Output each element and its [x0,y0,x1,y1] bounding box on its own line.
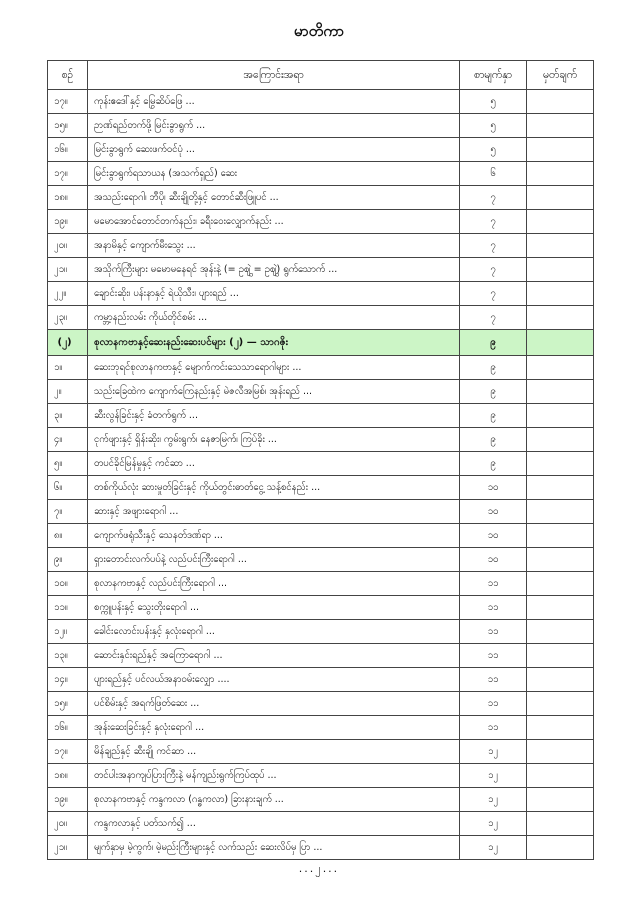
row-page: ၉ [460,380,527,404]
table-row [48,788,594,812]
row-topic: အသည်းရောဂါ၊ ဘီပို၊ ဆီးချိုတို့နှင့် တောင်ဆီးဖြူပင် ... [88,186,460,210]
row-topic: တပင်ခိုင်မြန်မှုနှင့် ကင်ဆာ ... [88,452,460,476]
row-remark [527,716,594,740]
table-row [48,186,594,210]
row-remark [527,356,594,380]
row-page: ၁၁ [460,596,527,620]
row-page: ၉ [460,404,527,428]
row-remark [527,306,594,330]
table-header-row [48,61,594,90]
row-number: ၃။ [48,404,88,428]
row-remark [527,380,594,404]
row-topic: မမောအောင်တောင်တက်နည်း၊ ခရီးဝေးလျှောက်နည်း ... [88,210,460,234]
table-row [48,668,594,692]
row-page: ၁၁ [460,620,527,644]
row-page: ၁၀ [460,476,527,500]
header-topic: အကြောင်းအရာ [88,61,460,90]
page-number: ...၂... [298,862,340,875]
table-row [48,764,594,788]
table-row [48,716,594,740]
row-number: ၅။ [48,452,88,476]
row-page: ၇ [460,306,527,330]
row-remark [527,572,594,596]
row-topic: မျက်နှာမှ မဲ့ကွက်၊ မဲ့မည်းကြီးများနှင့် လက်သည်း ဆေးလိပ်မှ ပြာ ... [88,836,460,860]
row-remark [527,428,594,452]
row-page: ၁၂ [460,764,527,788]
row-page: ၇ [460,282,527,306]
page-title: မာတိကာ [293,22,345,40]
row-page: ၇ [460,234,527,258]
row-remark [527,162,594,186]
row-page: ၁၀ [460,500,527,524]
row-remark [527,788,594,812]
row-topic: တစ်ကိုယ်လုံး ဆားမှုတ်ခြင်းနှင့် ကိုယ်တွင်းဓာတ်ငွေ့ သန့်စင်နည်း ... [88,476,460,500]
row-topic: မိန်ချည်နှင့် ဆီးချို ကင်ဆာ ... [88,740,460,764]
row-topic: ခေါင်းလောင်းပန်းနှင့် နှလုံးရောဂါ ... [88,620,460,644]
row-number: (၂) [48,330,88,356]
row-remark [527,404,594,428]
table-row [48,404,594,428]
table-row [48,500,594,524]
table-row [48,282,594,306]
row-page: ၁၁ [460,716,527,740]
row-remark [527,90,594,114]
row-number: ၁၆။ [48,138,88,162]
table-row [48,524,594,548]
row-topic: ဆားနှင့် အဖျားရောဂါ ... [88,500,460,524]
table-row [48,306,594,330]
row-number: ၂၁။ [48,836,88,860]
table-row [48,812,594,836]
row-topic: ဆီးလွန်ခြင်းနှင့် ခံတက်ရွက် ... [88,404,460,428]
row-remark [527,258,594,282]
row-page: ၇ [460,210,527,234]
row-topic: အနာမိနှင့် ကျောက်မီးသွေး ... [88,234,460,258]
row-number: ၁၀။ [48,572,88,596]
row-topic: အုန်းဆေးခြင်းနှင့် နှလုံးရောဂါ ... [88,716,460,740]
row-topic: အသိုက်ကြီးများ မမောမနေရင် အုန်းနဲ့ (= ဥဈွဲ = ဥဈွဲ) ရွက်သောက် ... [88,258,460,282]
row-topic: ငုက်ဖျားနှင့် ရှိန်းဆိုး၊ ကွမ်းရွက်၊ နေဇာမြက်၊ ကြပ်ခိုး ... [88,428,460,452]
row-page: ၁၂ [460,740,527,764]
row-page: ၉ [460,330,527,356]
row-topic: ပင်စိမ်းနှင့် အရက်ဖြတ်ဆေး ... [88,692,460,716]
row-topic: မြင်းခွာရွက် ဆေးဖက်ဝင်ပုံ ... [88,138,460,162]
header-page: စာမျက်နှာ [460,61,527,90]
row-page: ၉ [460,428,527,452]
row-number: ၂။ [48,380,88,404]
table-row [48,90,594,114]
table-of-contents [47,60,594,860]
row-number: ၁၆။ [48,716,88,740]
row-page: ၉ [460,356,527,380]
row-page: ၅ [460,114,527,138]
row-remark [527,282,594,306]
table-row [48,234,594,258]
row-page: ၁၁ [460,692,527,716]
row-number: ၆။ [48,476,88,500]
row-remark [527,500,594,524]
row-number: ၁၇။ [48,740,88,764]
row-remark [527,186,594,210]
table-body [48,90,594,860]
row-number: ၂၁။ [48,258,88,282]
row-page: ၁၀ [460,548,527,572]
row-page: ၅ [460,90,527,114]
row-remark [527,210,594,234]
row-topic: ဉာဏ်ရည်တက်ဖို့ မြင်းခွာရွက် ... [88,114,460,138]
row-topic: ဆေးဘုရင်စုလာနကဗာနှင့် မျောက်ကင်းသေသာရောဂါများ ... [88,356,460,380]
table-row [48,452,594,476]
row-page: ၁၁ [460,572,527,596]
row-remark [527,764,594,788]
row-remark [527,452,594,476]
table-row [48,114,594,138]
row-topic: စက္ကူပန်းနှင့် သွေးတိုးရောဂါ ... [88,596,460,620]
table-row [48,428,594,452]
row-topic: တင်ပါးအနာကျပ်ပြားကြီးနဲ့ မန်ကျည်းရွက်ကြပ်ထုပ် ... [88,764,460,788]
row-remark [527,234,594,258]
row-topic: ကန္ဒကလာနှင့် ပတ်သက်၍ ... [88,812,460,836]
row-topic: ကုန်းဧဒေါ်နှင့် မြွေဆိပ်ဖြေ ... [88,90,460,114]
row-number: ၁၈။ [48,186,88,210]
row-remark [527,812,594,836]
row-topic: စုလာနကဗာနှင့် လည်ပင်းကြီးရောဂါ ... [88,572,460,596]
row-number: ၁၅။ [48,114,88,138]
row-number: ၉။ [48,548,88,572]
table-row [48,740,594,764]
row-remark [527,138,594,162]
row-number: ၁၈။ [48,764,88,788]
table-row [48,572,594,596]
row-number: ၁၉။ [48,788,88,812]
table-row [48,138,594,162]
row-number: ၄။ [48,428,88,452]
table-row [48,476,594,500]
row-remark [527,644,594,668]
row-number: ၁၅။ [48,692,88,716]
row-number: ၁။ [48,356,88,380]
row-page: ၉ [460,452,527,476]
row-page: ၆ [460,162,527,186]
row-remark [527,692,594,716]
row-topic: ပျားရည်နှင့် ပင်လယ်အနာဝမ်းလျှော .... [88,668,460,692]
row-topic: မြင်းခွာရွက်ရသာယန (အသက်ရှည်) ဆေး [88,162,460,186]
row-topic: ကမ္ဘာ့နည်းလမ်း ကိုယ်တိုင်စမ်း ... [88,306,460,330]
row-number: ၁၁။ [48,596,88,620]
table-row [48,692,594,716]
row-topic: ဆောင်းနှင်းရည်နှင့် အကြောရောဂါ ... [88,644,460,668]
section-row [48,330,594,356]
row-page: ၁၀ [460,524,527,548]
row-page: ၁၂ [460,812,527,836]
row-remark [527,740,594,764]
row-remark [527,114,594,138]
row-number: ၂၂။ [48,282,88,306]
row-remark [527,596,594,620]
row-remark [527,620,594,644]
row-topic: ချောင်းဆိုး၊ ပန်းနာနှင့် ရဲယိုသီး၊ ပျားရည် ... [88,282,460,306]
row-page: ၇ [460,186,527,210]
row-topic: ရှားတောင်းလက်ပပ်နဲ့ လည်ပင်းကြီးရောဂါ ... [88,548,460,572]
row-number: ၁၇။ [48,90,88,114]
table-row [48,836,594,860]
header-remark: မှတ်ချက် [527,61,594,90]
row-page: ၇ [460,258,527,282]
row-page: ၁၁ [460,668,527,692]
row-page: ၁၂ [460,836,527,860]
row-topic: စုလာနကဗာနှင့်ဆေးနည်းဆေးပင်များ (၂) — သာဂဇိုး [88,330,460,356]
row-remark [527,524,594,548]
table-row [48,356,594,380]
row-remark [527,836,594,860]
table-row [48,210,594,234]
row-number: ၂၃။ [48,306,88,330]
row-number: ၁၂။ [48,620,88,644]
row-topic: ကျောက်ဖရုံသီးနှင့် သေနတ်ဒဏ်ရာ ... [88,524,460,548]
table-row [48,258,594,282]
row-number: ၁၇။ [48,162,88,186]
row-page: ၁၁ [460,644,527,668]
row-number: ၁၄။ [48,668,88,692]
row-remark [527,548,594,572]
row-topic: သည်းခြေထဲက ကျောက်ကြေနည်းနှင့် မဲဇလီအမြစ်၊ အုန်းရည် ... [88,380,460,404]
row-number: ၂၀။ [48,812,88,836]
row-remark [527,668,594,692]
header-no: စဉ် [48,61,88,90]
row-page: ၁၂ [460,788,527,812]
row-number: ၇။ [48,500,88,524]
table-row [48,380,594,404]
table-row [48,620,594,644]
row-number: ၈။ [48,524,88,548]
table-row [48,548,594,572]
table-row [48,596,594,620]
row-page: ၅ [460,138,527,162]
row-topic: စုလာနကဗာနှင့် ကန္ဒကလာ (ဂန္ဓကလာ) ခြားနားချက် ... [88,788,460,812]
row-remark [527,476,594,500]
row-number: ၁၉။ [48,210,88,234]
table-row [48,162,594,186]
row-number: ၁၃။ [48,644,88,668]
table-row [48,644,594,668]
row-number: ၂၀။ [48,234,88,258]
row-remark [527,330,594,356]
